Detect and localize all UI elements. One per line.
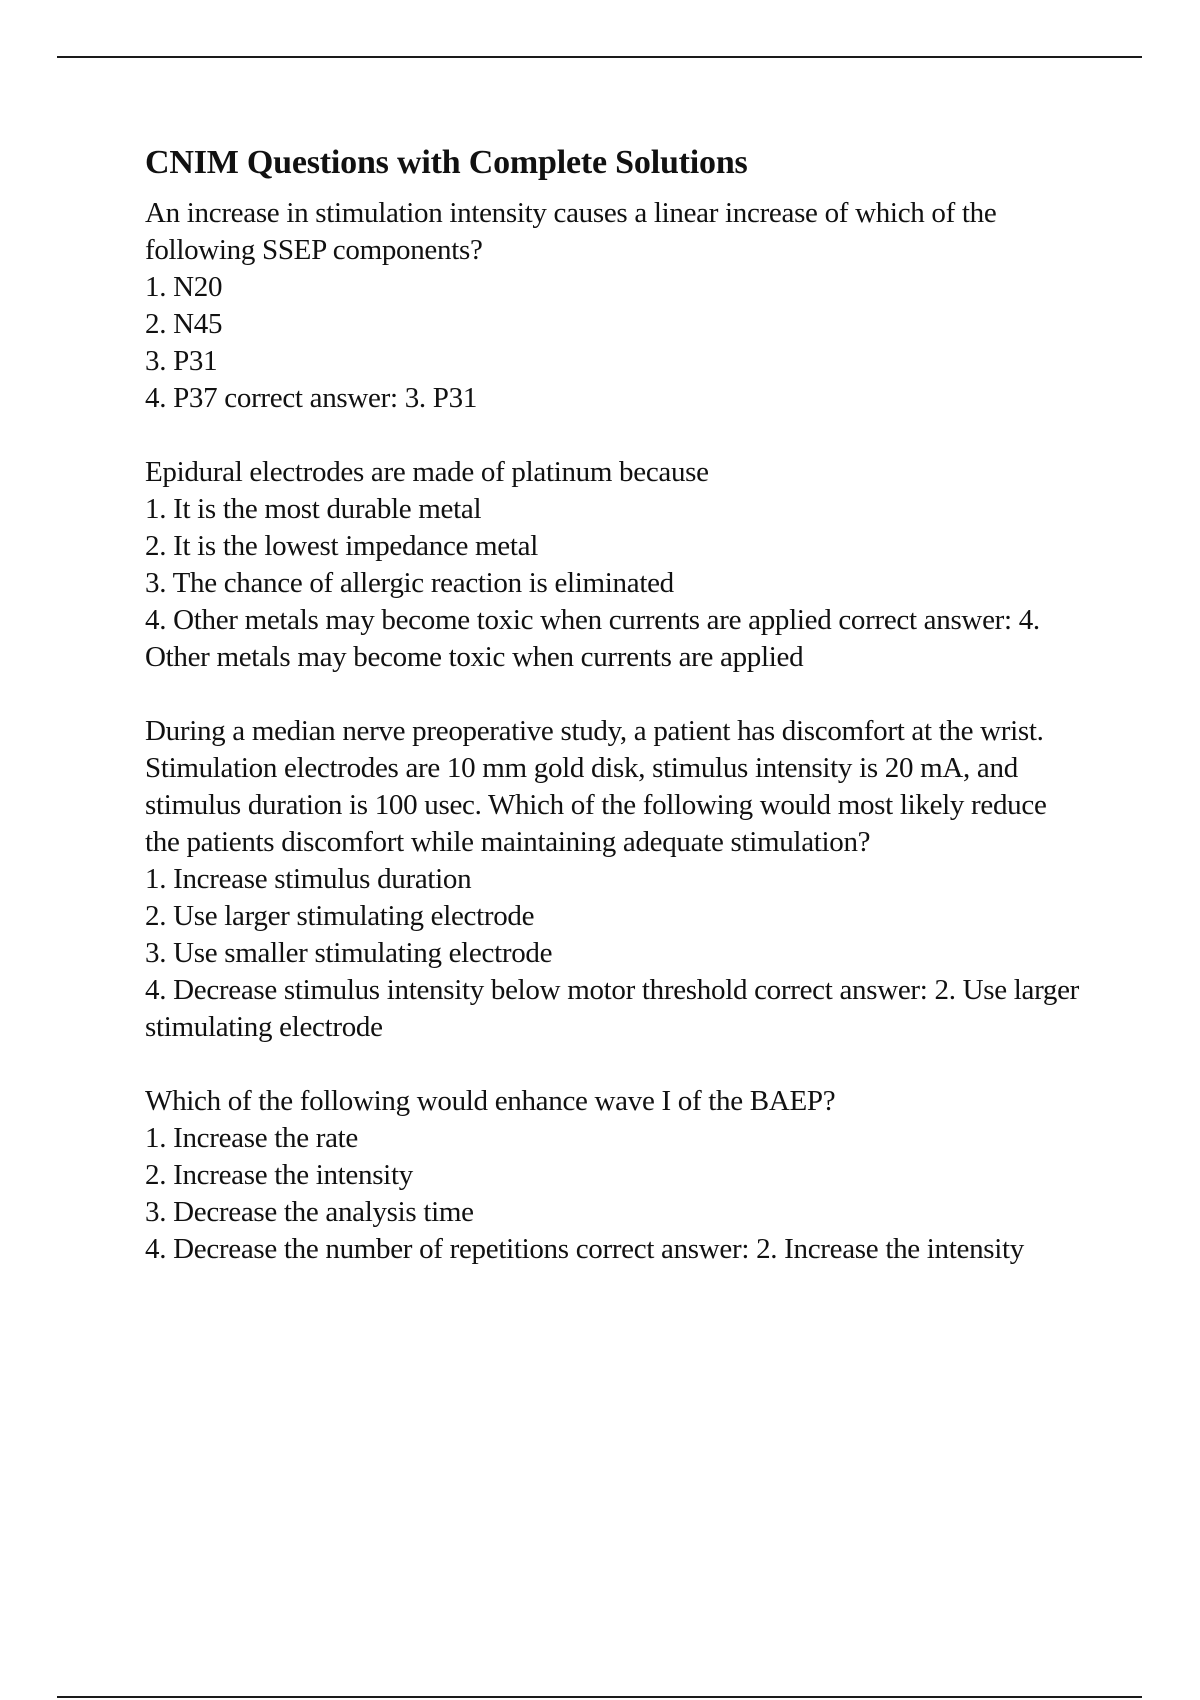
answer-option: 4. Decrease stimulus intensity below motor threshold xyxy=(145,974,748,1006)
last-option-with-answer xyxy=(145,380,1085,417)
answer-option: 1. Increase the rate xyxy=(145,1122,358,1154)
answer-option: 3. Use smaller stimulating electrode xyxy=(145,937,553,969)
question-block xyxy=(145,713,1085,1046)
correct-answer: 4. Other metals may become toxic when currents are applied xyxy=(145,604,1040,673)
answer-option: 3. Decrease the analysis time xyxy=(145,1196,474,1228)
question-prompt: An increase in stimulation intensity causes a linear increase of which of the following SSEP components? xyxy=(145,197,997,266)
correct-answer: 2. Increase the intensity xyxy=(756,1233,1024,1265)
answer-option: 3. The chance of allergic reaction is eliminated xyxy=(145,567,674,599)
answer-option: 2. N45 xyxy=(145,308,223,340)
answer-option: 1. Increase stimulus duration xyxy=(145,863,472,895)
answer-option: 1. It is the most durable metal xyxy=(145,493,482,525)
answer-option: 2. Increase the intensity xyxy=(145,1159,413,1191)
question-block xyxy=(145,1083,1085,1268)
bottom-rule xyxy=(57,1696,1142,1698)
correct-answer: 2. Use larger stimulating electrode xyxy=(145,974,1080,1043)
question-block xyxy=(145,195,1085,417)
last-option-with-answer xyxy=(145,1231,1085,1268)
document-title: CNIM Questions with Complete Solutions xyxy=(145,144,748,181)
question-prompt: Epidural electrodes are made of platinum because xyxy=(145,456,709,488)
answer-option: 3. P31 xyxy=(145,345,218,377)
correct-answer-label: correct answer: xyxy=(575,1233,750,1265)
answer-option: 4. P37 xyxy=(145,382,218,414)
answer-option: 4. Other metals may become toxic when currents are applied xyxy=(145,604,832,636)
question-block xyxy=(145,454,1085,676)
last-option-with-answer xyxy=(145,972,1085,1046)
answer-option: 2. It is the lowest impedance metal xyxy=(145,530,538,562)
correct-answer-label: correct answer: xyxy=(838,604,1012,636)
last-option-with-answer xyxy=(145,602,1085,676)
answer-option: 2. Use larger stimulating electrode xyxy=(145,900,535,932)
top-rule xyxy=(57,56,1142,58)
answer-option: 4. Decrease the number of repetitions xyxy=(145,1233,569,1265)
correct-answer: 3. P31 xyxy=(404,382,478,414)
document-body xyxy=(145,143,1085,1305)
answer-option: 1. N20 xyxy=(145,271,223,303)
question-prompt: During a median nerve preoperative study, a patient has discomfort at the wrist. Stimulation electrodes are 10 mm gold disk, stimulus intensity is 20 mA, and stimulus duration is 100 usec. Which of the following would most likely reduce the patients discomfort while maintaining adequate stimulation? xyxy=(145,715,1047,858)
question-prompt: Which of the following would enhance wave I of the BAEP? xyxy=(145,1085,836,1117)
correct-answer-label: correct answer: xyxy=(754,974,928,1006)
correct-answer-label: correct answer: xyxy=(224,382,398,414)
